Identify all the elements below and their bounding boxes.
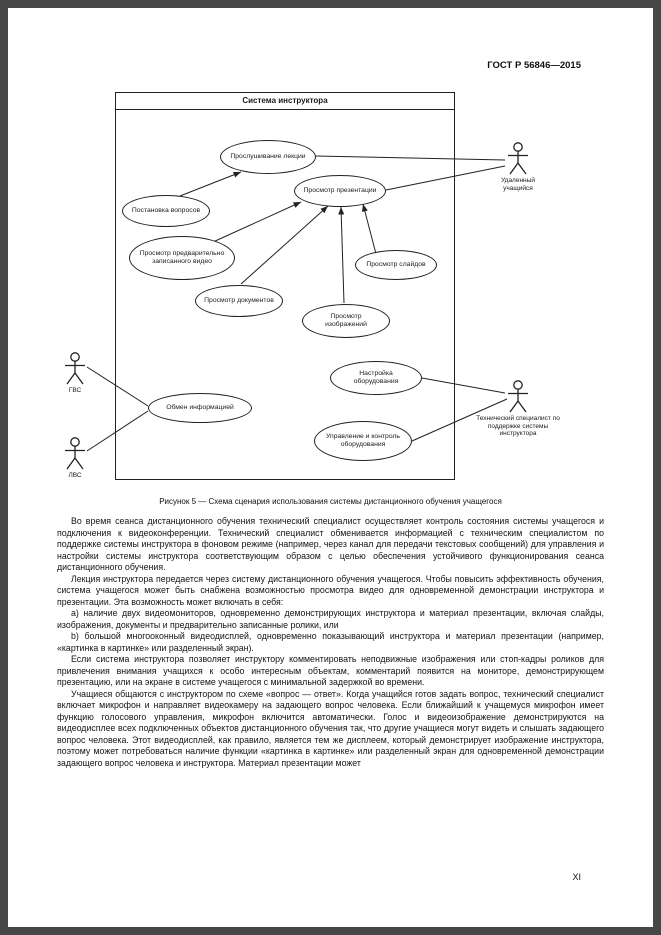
actor-lvs [45, 437, 105, 480]
usecase-information-exchange: Обмен информацией [148, 393, 252, 423]
actor-remote-student [488, 142, 548, 192]
stick-figure-icon [62, 437, 88, 471]
actor-label: Технический специалист по поддержке системы инструктора [476, 415, 560, 438]
usecase-view-documents: Просмотр документов [195, 285, 283, 317]
paragraph-1: Во время сеанса дистанционного обучения технический специалист осуществляет контроль состояния системы учащегося и подключения к видеоконференции. Технический специалист обменивается информацией с техническим специалистом по поддержке системы инструктора в фоновом режиме (например, через канал для передачи текстовых сообщений) для управления и настройки системы инструктора соответствующим образом с целью обеспечения устойчивого функционирования сеанса дистанционного обучения. [57, 516, 604, 572]
stick-figure-icon [505, 142, 531, 176]
actor-tech-specialist [473, 380, 563, 438]
usecase-view-slides: Просмотр слайдов [355, 250, 437, 280]
list-item-b: b) большой многооконный видеодисплей, одновременно показывающий инструктора и материал презентации (например, «картинка в картинке» или разделенный экран). [57, 631, 604, 653]
paragraph-4: Учащиеся общаются с инструктором по схеме «вопрос — ответ». Когда учащийся готов задать вопрос, технический специалист включает микрофон и направляет видеокамеру на задающего вопрос человека. Если ближайший к учащемуся микрофон имеет функцию голосового управления, микрофон включится автоматически. Голос и видеоизображение демонстрируются на видеодисплее всех подключенных объектов дистанционного обучения так, что другие учащиеся могут видеть и слышать задающего вопрос человека. Этот видеодисплей, как правило, является тем же дисплеем, который демонстрирует изображение инструктора, поэтому может потребоваться наличие функции «картинка в картинке» или разделенный экран для одновременной демонстрации задающего вопрос человека и инструктора. Материал презентации может [57, 688, 604, 768]
figure-caption: Рисунок 5 — Схема сценария использования системы дистанционного обучения учащегося [159, 497, 502, 506]
actor-gvs [45, 352, 105, 395]
actor-label: Удаленный учащийся [501, 177, 535, 192]
body-text [57, 516, 604, 769]
usecase-equipment-setup: Настройка оборудования [330, 361, 422, 395]
usecase-view-prerecorded-video: Просмотр предварительно записанного видео [129, 236, 235, 280]
usecase-view-images: Просмотр изображений [302, 304, 390, 338]
list-item-a: а) наличие двух видеомониторов, одновременно демонстрирующих инструктора и материал презентации, включая слайды, изображения, документы и предварительно записанные ролики, или [57, 608, 604, 630]
page-number: XI [572, 872, 581, 882]
stick-figure-icon [62, 352, 88, 386]
doc-number: ГОСТ Р 56846—2015 [487, 60, 581, 71]
paragraph-2: Лекция инструктора передается через систему дистанционного обучения учащегося. Чтобы повысить эффективность обучения, система учащегося может быть снабжена возможностью просмотра видео для одновременной демонстрации инструктора и презентации. Эта возможность может включать в себя: [57, 573, 604, 607]
usecase-equipment-control: Управление и контроль оборудования [314, 421, 412, 461]
use-case-diagram [8, 92, 653, 497]
usecase-listening-lecture: Прослушивание лекции [220, 140, 316, 174]
usecase-ask-questions: Постановка вопросов [122, 195, 210, 227]
actor-label: ГВС [68, 387, 82, 394]
paragraph-3: Если система инструктора позволяет инструктору комментировать неподвижные изображения или стоп-кадры роликов для привлечения внимания учащихся к особо интересным объектам, комментарий появится на мониторе, демонстрирующем презентацию, или на экране в системе учащегося с минимальной задержкой во времени. [57, 654, 604, 687]
system-title: Система инструктора [116, 93, 454, 110]
actor-label: ЛВС [68, 472, 82, 479]
usecase-view-presentation: Просмотр презентации [294, 175, 386, 207]
document-page [8, 8, 653, 927]
stick-figure-icon [505, 380, 531, 414]
